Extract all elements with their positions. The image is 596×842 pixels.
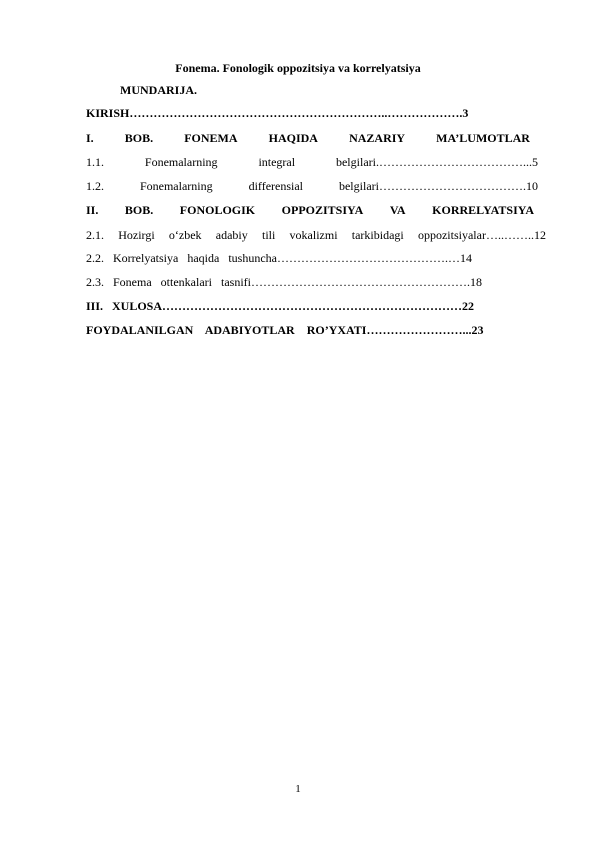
toc-part: Korrelyatsiya [113,251,179,265]
toc-item-1-1 [86,155,538,170]
toc-part: o‘zbek [168,228,202,242]
toc-part: 2.2. [86,251,104,265]
toc-part: 1.1. [86,155,104,169]
toc-part: tili [261,228,276,242]
toc-part: III. [86,299,104,313]
toc-part: BOB. [124,203,154,217]
document-title: Fonema. Fonologik oppozitsiya va korrelyatsiya [175,61,421,75]
toc-part: VA [389,203,406,217]
toc-part: vokalizmi [289,228,338,242]
toc-part: FONEMA [184,131,238,145]
toc-part: Hozirgi [118,228,155,242]
toc-part: integral [258,155,296,169]
toc-part: ottenkalari [160,275,212,289]
toc-part: Fonema [113,275,152,289]
page-number: 1 [295,783,301,795]
toc-part: Fonemalarning [139,179,213,193]
toc-part: 2.3. [86,275,104,289]
toc-part: belgilari……………………………….10 [338,179,538,193]
toc-part: NAZARIY [349,131,406,145]
toc-part: haqida [187,251,220,265]
toc-part: BOB. [124,131,154,145]
toc-item-bob-1 [86,131,530,146]
toc-part: II. [86,203,99,217]
toc-part: KORRELYATSIYA [432,203,534,217]
toc-part: differensial [248,179,304,193]
toc-item-adabiyotlar [86,323,546,338]
toc-part: MA’LUMOTLAR [436,131,530,145]
toc-part: tarkibidagi [351,228,404,242]
toc-part: FOYDALANILGAN [86,323,194,337]
toc-part: adabiy [215,228,248,242]
toc-part: OPPOZITSIYA [281,203,364,217]
toc-part: I. [86,131,94,145]
toc-part: RO’YXATI……………………...23 [306,323,484,337]
toc-item-kirish: KIRISH………………………………………………………..……………….3 [86,106,469,120]
toc-part: 1.2. [86,179,104,193]
toc-part: Fonemalarning [144,155,218,169]
toc-item-xulosa [86,299,546,314]
toc-part: HAQIDA [268,131,318,145]
toc-heading: MUNDARIJA. [120,83,197,97]
toc-item-2-3 [86,275,546,290]
toc-item-bob-2 [86,203,534,218]
toc-part: tasnifi……………………………………………….18 [220,275,482,289]
toc-item-2-2 [86,251,546,266]
toc-part: belgilari.………………………………...5 [335,155,538,169]
toc-part: tushuncha…………………………………….…14 [228,251,472,265]
toc-part: XULOSA…………………………………………………………………22 [112,299,475,313]
toc-part: oppozitsiyalar…..……..12 [417,228,546,242]
toc-part: ADABIYOTLAR [204,323,295,337]
toc-item-2-1 [86,228,546,243]
toc-item-1-2 [86,179,538,194]
toc-part: FONOLOGIK [179,203,256,217]
toc-part: 2.1. [86,228,104,242]
